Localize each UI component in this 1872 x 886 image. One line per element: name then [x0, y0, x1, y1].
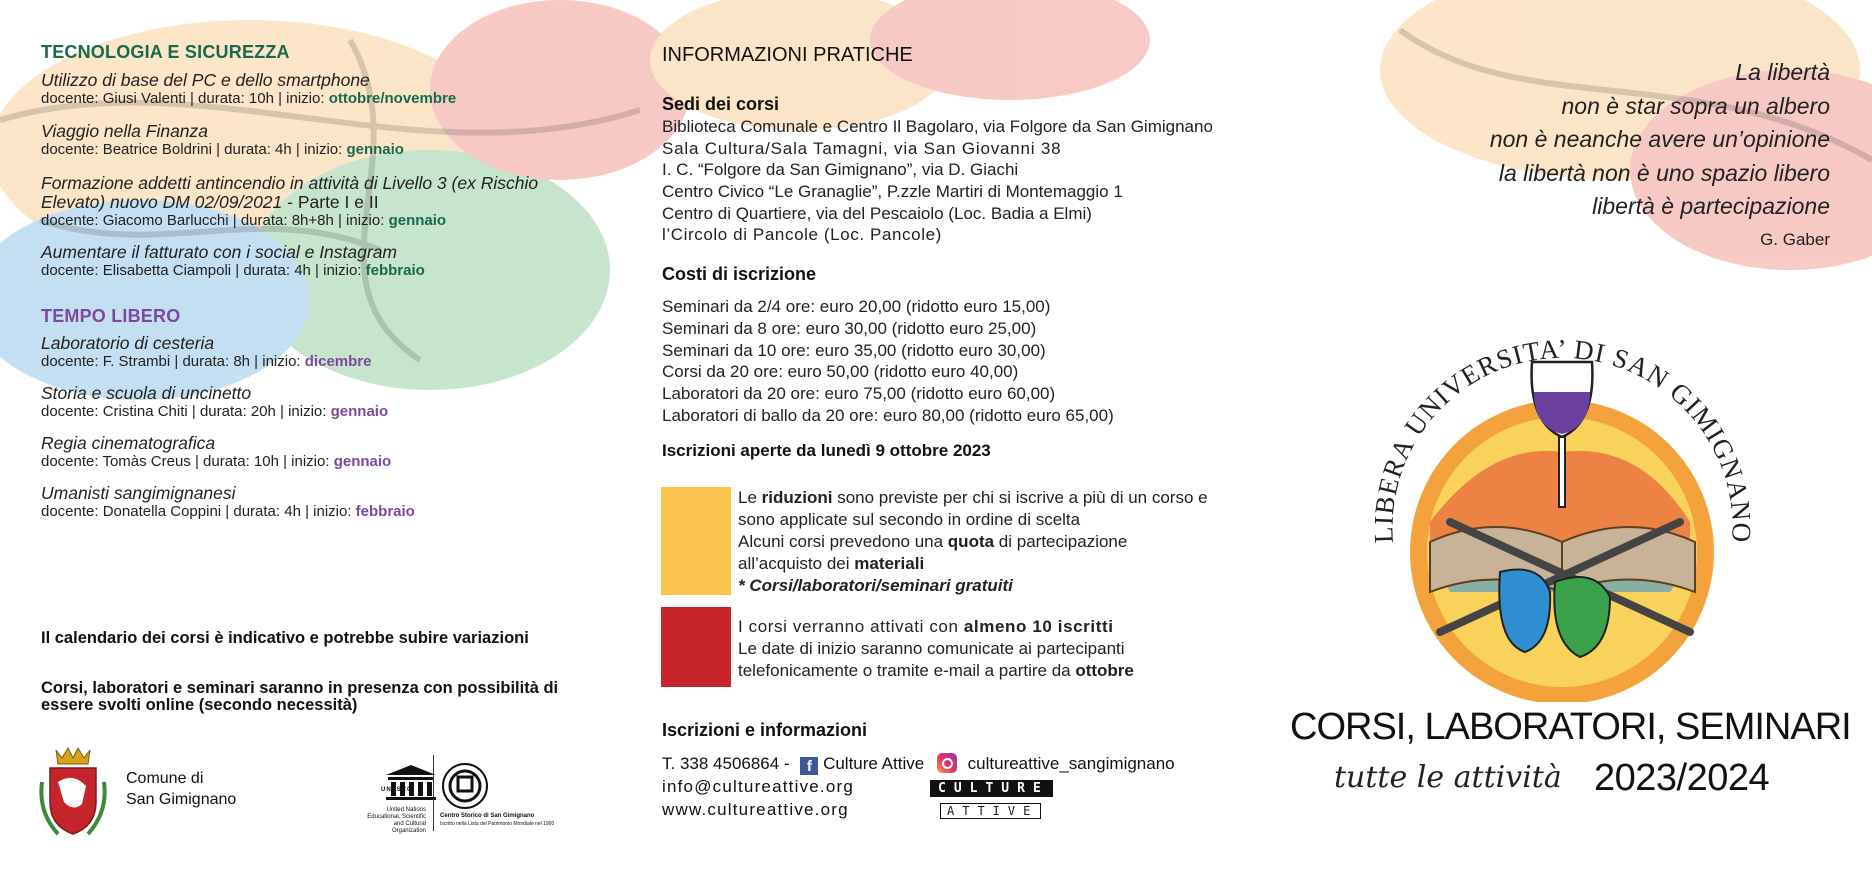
- practical-info-heading: INFORMAZIONI PRATICHE: [662, 44, 913, 66]
- gaber-quote: La libertà non è star sopra un albero non è neanche avere un’opinione la libertà non è uno spazio libero libertà è partecipazione: [1489, 59, 1830, 219]
- course-title: Viaggio nella Finanza: [41, 121, 209, 141]
- comune-line-1: Comune di: [126, 770, 204, 787]
- course-details: docente: Giacomo Barlucchi | durata: 8h+8h | inizio: gennaio: [41, 212, 447, 229]
- info-title: Iscrizioni e informazioni: [662, 720, 868, 740]
- course-details: docente: Beatrice Boldrini | durata: 4h | inizio: gennaio: [41, 141, 404, 158]
- phone-number[interactable]: T. 338 4506864 -: [662, 754, 790, 773]
- unesco-org-text: United Nations Educational, Scientific and Cultural Organization: [367, 807, 426, 834]
- venue-line: Biblioteca Comunale e Centro Il Bagolaro, via Folgore da San Gimignano: [662, 117, 1213, 136]
- logo-attive: ATTIVE: [940, 803, 1041, 819]
- course-title: Umanisti sangimignanesi: [41, 483, 236, 503]
- main-title: CORSI, LABORATORI, SEMINARI: [1290, 706, 1851, 748]
- course-details: docente: Giusi Valenti | durata: 10h | inizio: ottobre/novembre: [41, 90, 457, 107]
- emblem-arc-text: LIBERA UNIVERSITA’ DI SAN GIMIGNANO: [1368, 333, 1757, 544]
- academic-year: 2023/2024: [1594, 757, 1770, 799]
- venue-line: Centro di Quartiere, via del Pescaiolo (Loc. Badia a Elmi): [662, 204, 1092, 223]
- email-link[interactable]: info@cultureattive.org: [662, 777, 855, 796]
- reductions-text: Le riduzioni sono previste per chi si iscrive a più di un corso e sono applicate sul secondo in ordine di scelta Alcuni corsi prevedono una quota di partecipazione all’acquisto dei materiali * Corsi/laboratori/seminari gratuiti: [738, 488, 1208, 595]
- venues-title: Sedi dei corsi: [662, 94, 780, 114]
- course-details: docente: Elisabetta Ciampoli | durata: 4h | inizio: febbraio: [41, 262, 425, 279]
- registration-open: Iscrizioni aperte da lunedì 9 ottobre 2023: [662, 441, 991, 460]
- venue-line: l’Circolo di Pancole (Loc. Pancole): [662, 225, 942, 244]
- instagram-link[interactable]: cultureattive_sangimignano: [967, 754, 1175, 773]
- section-title-technology: TECNOLOGIA E SICUREZZA: [41, 42, 290, 62]
- course-title: Formazione addetti antincendio in attività di Livello 3 (ex Rischio Elevato) nuovo DM 02/09/2021 - Parte I e II: [41, 173, 539, 212]
- cost-line: Seminari da 8 ore: euro 30,00 (ridotto euro 25,00): [662, 319, 1037, 338]
- cost-line: Corsi da 20 ore: euro 50,00 (ridotto euro 40,00): [662, 362, 1019, 381]
- quote-author: G. Gaber: [1760, 230, 1830, 249]
- unesco-word: UNESCO: [381, 787, 413, 793]
- centro-storico-text: Centro Storico di San Gimignano: [440, 813, 535, 819]
- facebook-link[interactable]: Culture Attive: [823, 754, 925, 773]
- logo-culture: CULTURE: [930, 780, 1053, 797]
- course-details: docente: F. Strambi | durata: 8h | inizio: dicembre: [41, 353, 372, 370]
- course-details: docente: Donatella Coppini | durata: 4h | inizio: febbraio: [41, 503, 415, 520]
- course-details: docente: Cristina Chiti | durata: 20h | inizio: gennaio: [41, 403, 389, 420]
- facebook-icon[interactable]: f: [800, 757, 818, 775]
- course-title: Storia e scuola di uncinetto: [41, 383, 252, 403]
- course-title: Utilizzo di base del PC e dello smartphone: [41, 70, 370, 90]
- website-link[interactable]: www.cultureattive.org: [662, 800, 849, 819]
- university-emblem: [1340, 292, 1780, 702]
- cost-line: Seminari da 2/4 ore: euro 20,00 (ridotto euro 15,00): [662, 297, 1051, 316]
- course-details: docente: Tomàs Creus | durata: 10h | inizio: gennaio: [41, 453, 392, 470]
- activation-text: I corsi verranno attivati con almeno 10 iscritti Le date di inizio saranno comunicate ai partecipanti telefonicamente o tramite e-mail a partire da ottobre: [738, 617, 1134, 680]
- script-subtitle: tutte le attività: [1334, 760, 1562, 795]
- section-title-free-time: TEMPO LIBERO: [41, 306, 181, 326]
- centro-storico-sub: Iscritto nella Lista del Patrimonio Mondiale nel 1990: [440, 821, 555, 827]
- venue-line: Centro Civico “Le Granaglie”, P.zzle Martiri di Montemaggio 1: [662, 182, 1123, 201]
- venue-line: I. C. “Folgore da San Gimignano”, via D. Giachi: [662, 160, 1019, 179]
- online-note: Corsi, laboratori e seminari saranno in presenza con possibilità di essere svolti online (secondo necessità): [41, 679, 559, 714]
- course-title: Aumentare il fatturato con i social e Instagram: [41, 242, 398, 262]
- costs-title: Costi di iscrizione: [662, 264, 817, 284]
- course-title: Laboratorio di cesteria: [41, 333, 215, 353]
- cost-line: Laboratori da 20 ore: euro 75,00 (ridotto euro 60,00): [662, 384, 1056, 403]
- cost-line: Laboratori di ballo da 20 ore: euro 80,00 (ridotto euro 65,00): [662, 406, 1114, 425]
- cost-line: Seminari da 10 ore: euro 35,00 (ridotto euro 30,00): [662, 341, 1046, 360]
- course-title: Regia cinematografica: [41, 433, 216, 453]
- venue-line: Sala Cultura/Sala Tamagni, via San Giovanni 38: [662, 139, 1062, 158]
- comune-line-2: San Gimignano: [126, 791, 237, 808]
- calendar-note: Il calendario dei corsi è indicativo e potrebbe subire variazioni: [41, 629, 529, 647]
